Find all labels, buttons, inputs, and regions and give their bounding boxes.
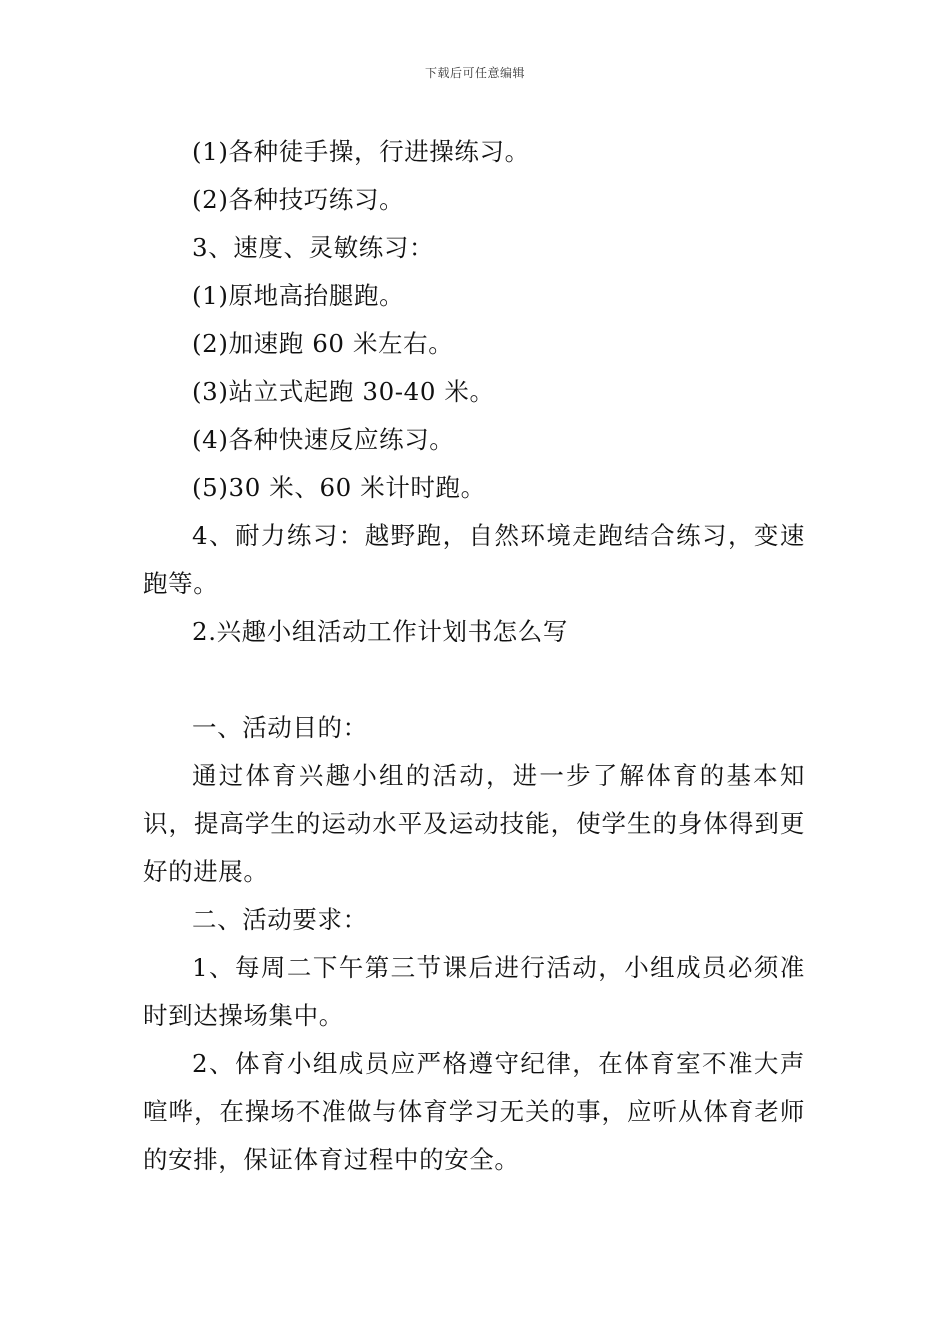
- paragraph: (1)原地高抬腿跑。: [192, 281, 405, 310]
- section-heading: 二、活动要求：: [192, 905, 368, 934]
- page-header: 下载后可任意编辑: [424, 66, 525, 80]
- paragraph: 1、每周二下午第三节课后进行活动，小组成员必须准时到达操场集中。: [143, 953, 805, 1030]
- paragraph: (2)加速跑 60 米左右。: [192, 329, 454, 358]
- paragraph: 4、耐力练习：越野跑，自然环境走跑结合练习，变速跑等。: [143, 521, 805, 598]
- paragraph: 2、体育小组成员应严格遵守纪律，在体育室不准大声喧哗，在操场不准做与体育学习无关的事，应听从体育老师的安排，保证体育过程中的安全。: [143, 1049, 805, 1174]
- section-heading: 2.兴趣小组活动工作计划书怎么写: [192, 617, 568, 646]
- paragraph: (4)各种快速反应练习。: [192, 425, 455, 454]
- paragraph: (5)30 米、60 米计时跑。: [192, 473, 486, 502]
- paragraph: (1)各种徒手操，行进操练习。: [192, 137, 530, 166]
- blank-line: [143, 656, 805, 704]
- paragraph: (3)站立式起跑 30-40 米。: [192, 377, 495, 406]
- paragraph: 3、速度、灵敏练习：: [192, 233, 435, 262]
- paragraph: 通过体育兴趣小组的活动，进一步了解体育的基本知识，提高学生的运动水平及运动技能，使学生的身体得到更好的进展。: [143, 761, 805, 886]
- document-body: [143, 128, 805, 1184]
- paragraph: (2)各种技巧练习。: [192, 185, 405, 214]
- section-heading: 一、活动目的：: [192, 713, 368, 742]
